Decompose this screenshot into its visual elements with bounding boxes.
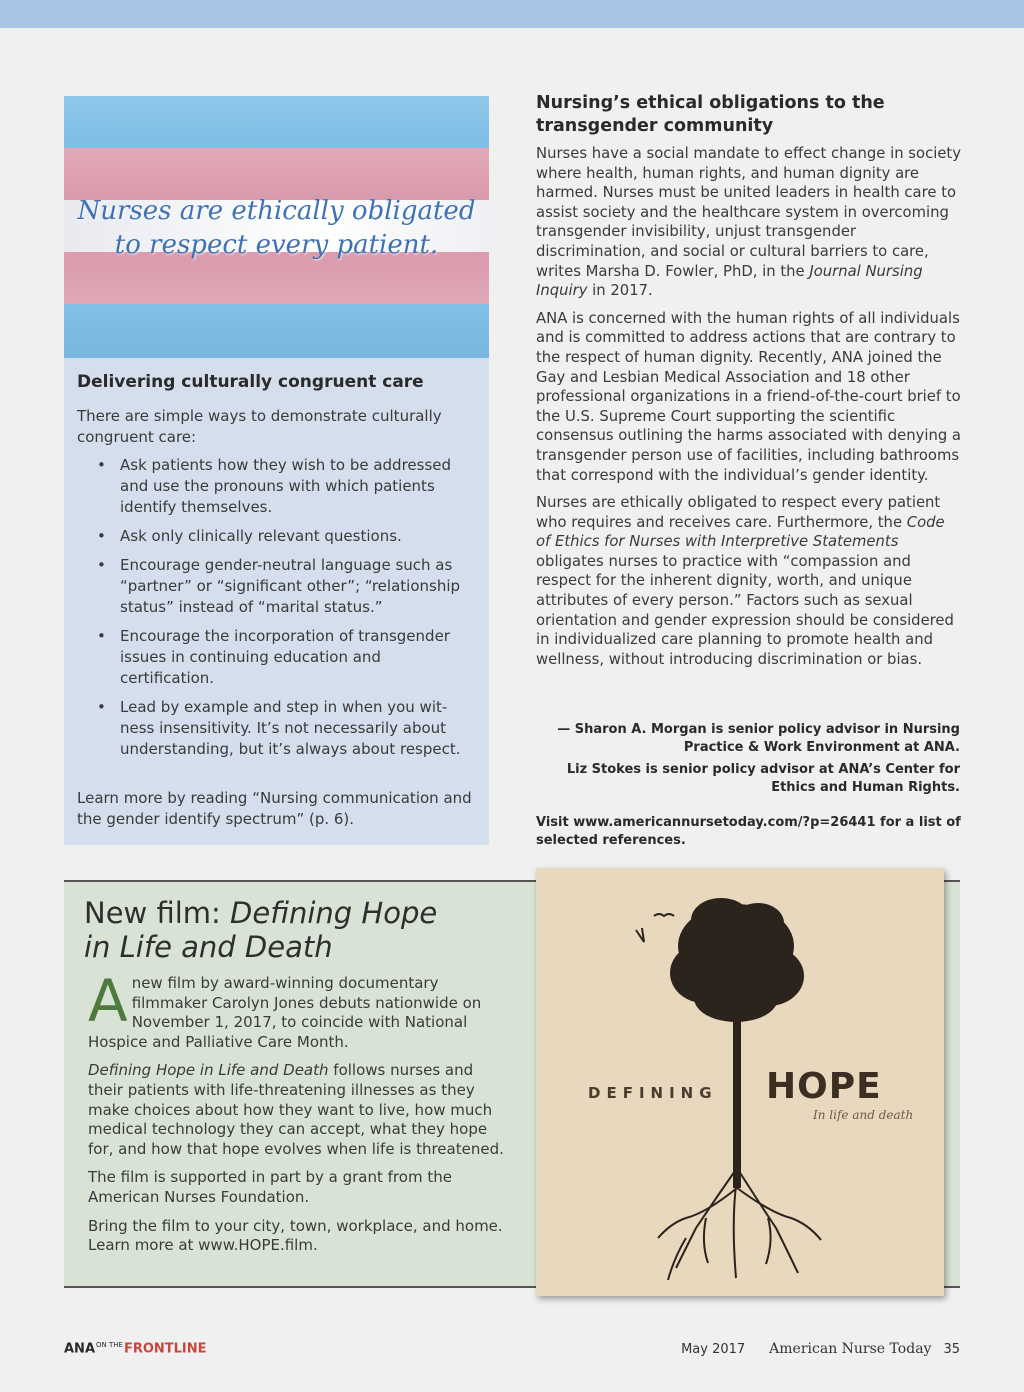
film-name: Defining Hope in Life and Death (88, 1061, 329, 1080)
magazine-name: American Nurse Today (769, 1341, 932, 1357)
list-item: • Lead by example and step in when you wit- ness insensitivity. It’s not necessarily about understanding, but it’s always about respect. (77, 697, 477, 760)
author-byline (536, 721, 960, 801)
sidebar-outro: Learn more by reading “Nursing communication and the gender identify spectrum” (p. 6). (77, 789, 472, 828)
tree-illustration (536, 868, 944, 1296)
drop-cap: A (88, 967, 128, 1035)
page-number: 35 (943, 1342, 960, 1357)
text-span: New film: (84, 896, 231, 930)
text-span: Nurses have a social mandate to effect change in society where health, human rights, and human dignity are harmed. Nurses must be united leaders in health care to assist society and the healthcare system in overcoming transgender invisibility, unjust transgender discrimination, and social or cultural barriers to care, writes Marsha D. Fowler, PhD, in the (536, 145, 961, 280)
text-span: obligates nurses to practice with “compassion and respect for the inherent dignity, worth, and unique attributes of every person.” Factors such as sexual orientation and gender expression should be considered in individualized care planning to promote health and wellness, without introducing discrimination or bias. (536, 552, 954, 668)
text-span: Nurses are ethically obligated to respect every patient who requires and receives care. Furthermore, the (536, 494, 941, 531)
film-paragraph-1 (88, 967, 508, 1052)
poster-subtitle: In life and death (813, 1108, 914, 1122)
article-paragraph-2: ANA is concerned with the human rights of all individuals and is committed to address actions that are contrary to the respect of human dignity. Recently, ANA joined the Gay and Lesbian Medical Association and 18 other professional organizations in a friend-of-the-court brief to the U.S. Supreme Court supporting the scientific consensus outlining the harms associated with denying a transgender person use of facilities, including bathrooms that correspond with the individual’s gender identity. (536, 309, 961, 484)
issue-date: May 2017 (681, 1342, 746, 1357)
transgender-flag-banner (64, 96, 489, 358)
journal-title: Journal Nursing Inquiry (536, 262, 923, 300)
logo-ana: ANA (64, 1341, 96, 1357)
article-paragraph-1 (536, 144, 961, 301)
film-paragraph-2 (88, 1061, 508, 1159)
culturally-congruent-care-box (64, 358, 489, 845)
banner-quote-line2: to respect every patient. (114, 230, 439, 260)
page-footer (681, 1341, 960, 1357)
list-item: • Encourage the incorporation of transgender issues in continuing education and certification. (77, 626, 477, 689)
ethical-obligations-article (536, 92, 961, 677)
text-span: Defining Hope (230, 896, 438, 930)
top-color-band (0, 0, 1024, 28)
logo-frontline: FRONTLINE (123, 1341, 207, 1357)
byline-morgan: — Sharon A. Morgan is senior policy advisor in Nursing Practice & Work Environment at ANA. (557, 722, 960, 755)
code-of-ethics-title: Code of Ethics for Nurses with Interpretive Statements (536, 513, 945, 551)
film-title (84, 896, 437, 964)
text-span: follows nurses and their patients with life-threatening illnesses as they make choices about how they want to live, how much medical technology they can accept, what they hope for, and how that hope evolves when life is threatened. (88, 1061, 504, 1158)
film-paragraph-3: The film is supported in part by a grant from the American Nurses Foundation. (88, 1168, 452, 1206)
list-item: • Ask patients how they wish to be addressed and use the pronouns with which patients identify themselves. (77, 455, 477, 518)
poster-word-defining: DEFINING (588, 1084, 718, 1102)
sidebar-bullet-list (77, 455, 477, 768)
sidebar-intro: There are simple ways to demonstrate culturally congruent care: (77, 407, 442, 446)
flag-stripe-pink (64, 148, 489, 200)
list-item: • Encourage gender-neutral language such as “partner” or “significant other”; “relationship status” instead of “marital status.” (77, 555, 477, 618)
sidebar-heading: Delivering culturally congruent care (77, 372, 424, 392)
text-span: in 2017. (587, 282, 653, 300)
flag-stripe-blue (64, 96, 489, 148)
banner-quote (64, 194, 489, 262)
references-link-note: Visit www.americannursetoday.com/?p=26441 for a list of selected references. (536, 815, 961, 848)
text-span: in Life and Death (84, 930, 333, 964)
ana-on-the-frontline-logo (64, 1341, 207, 1356)
film-body (88, 967, 508, 1265)
article-heading: Nursing’s ethical obligations to the transgender community (536, 93, 885, 136)
film-poster (536, 868, 944, 1296)
byline-stokes: Liz Stokes is senior policy advisor at ANA’s Center for Ethics and Human Rights. (566, 762, 960, 795)
poster-word-hope: HOPE (766, 1066, 882, 1107)
list-item: • Ask only clinically relevant questions. (77, 526, 477, 547)
film-paragraph-4: Bring the film to your city, town, workplace, and home. Learn more at www.HOPE.film. (88, 1216, 503, 1255)
logo-on-the: ON THE (96, 1341, 123, 1349)
flag-stripe-blue (64, 304, 489, 358)
article-paragraph-3 (536, 493, 961, 669)
banner-quote-line1: Nurses are ethically obligated (77, 196, 476, 226)
text-span: new film by award-winning documentary filmmaker Carolyn Jones debuts nationwide on November 1, 2017, to coincide with National Hospice and Palliative Care Month. (88, 974, 482, 1051)
